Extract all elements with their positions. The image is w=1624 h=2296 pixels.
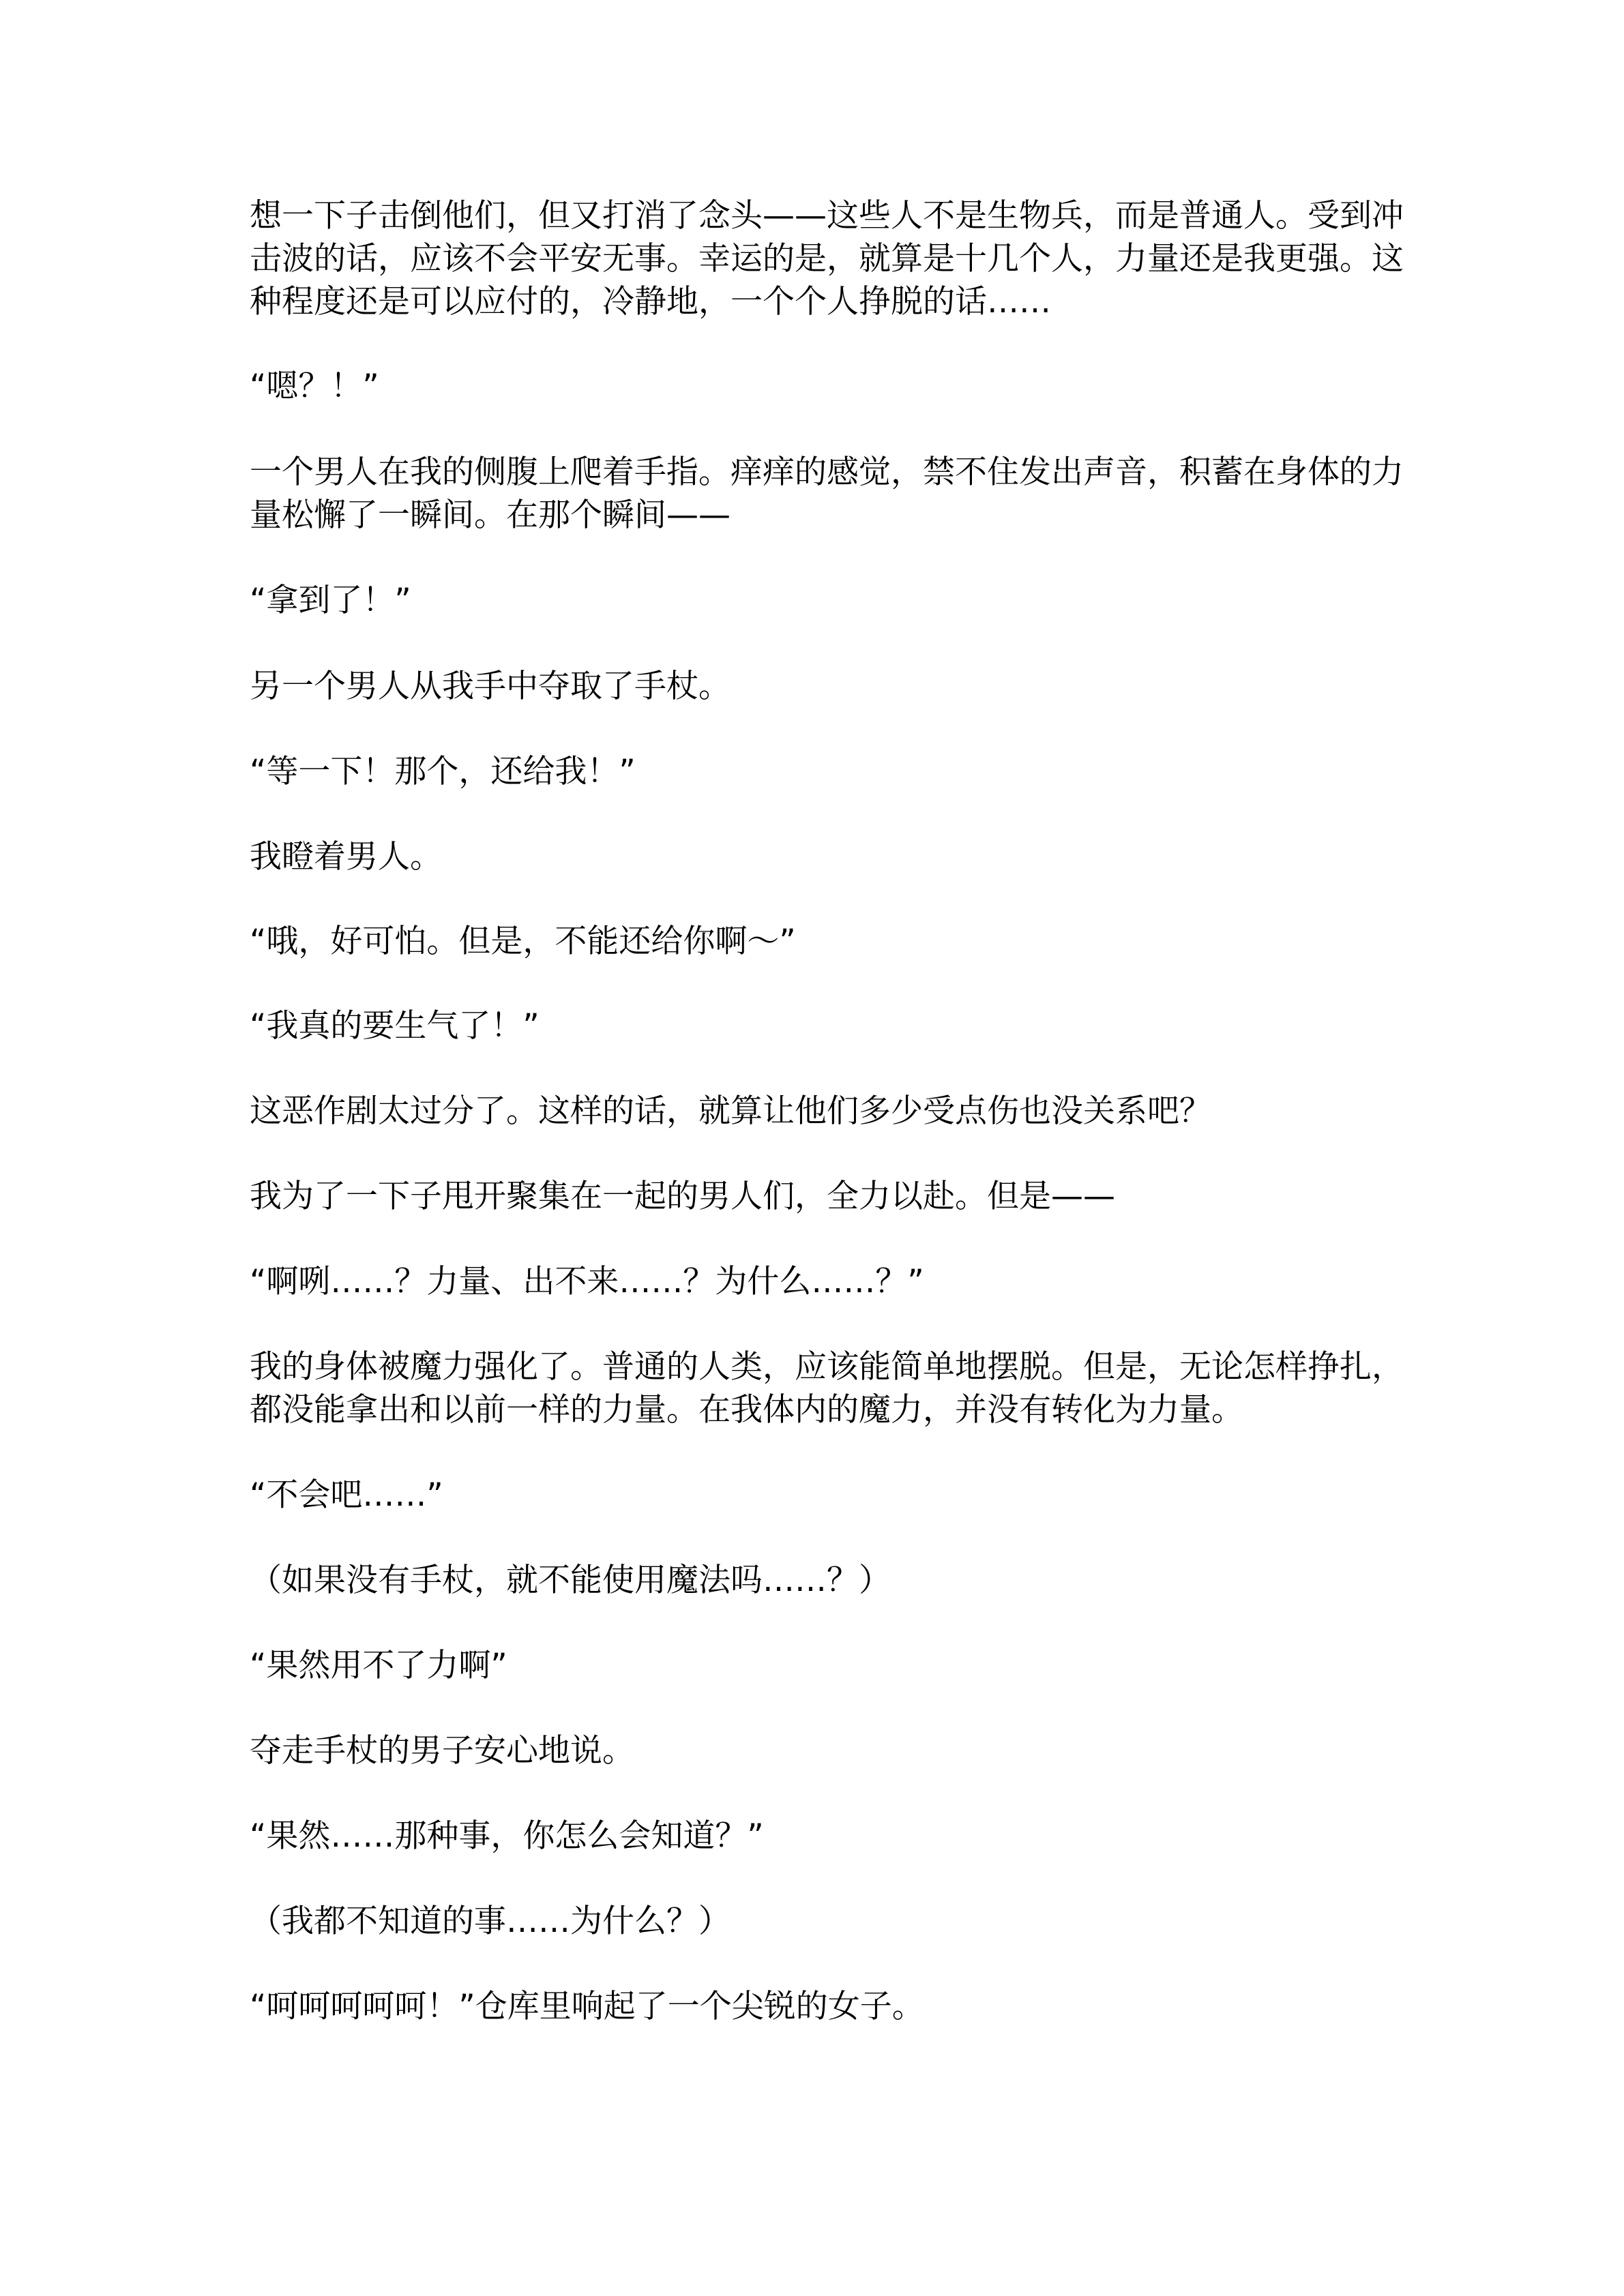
paragraph: 一个男人在我的侧腹上爬着手指。痒痒的感觉，禁不住发出声音，积蓄在身体的力量松懈了一瞬间。在那个瞬间—— <box>250 453 1404 534</box>
paragraph: 我的身体被魔力强化了。普通的人类，应该能简单地摆脱。但是，无论怎样挣扎，都没能拿出和以前一样的力量。在我体内的魔力，并没有转化为力量。 <box>250 1348 1404 1429</box>
paragraph: （我都不知道的事……为什么？） <box>250 1903 730 1940</box>
paragraph: “果然……那种事，你怎么会知道？” <box>250 1817 764 1855</box>
paragraph: “嗯？！” <box>250 368 379 405</box>
paragraph: 我为了一下子甩开聚集在一起的男人们，全力以赴。但是—— <box>250 1178 1115 1215</box>
paragraph: “等一下！那个，还给我！” <box>250 753 636 790</box>
paragraph: （如果没有手杖，就不能使用魔法吗……？） <box>250 1562 891 1599</box>
paragraph: 想一下子击倒他们，但又打消了念头——这些人不是生物兵，而是普通人。受到冲击波的话，应该不会平安无事。幸运的是，就算是十几个人，力量还是我更强。这种程度还是可以应付的，冷静地，一个个人挣脱的话…… <box>250 197 1404 320</box>
paragraph: “我真的要生气了！” <box>250 1007 540 1045</box>
paragraph: 这恶作剧太过分了。这样的话，就算让他们多少受点伤也没关系吧？ <box>250 1092 1211 1130</box>
paragraph: “拿到了！” <box>250 582 411 619</box>
paragraph: “果然用不了力啊” <box>250 1647 507 1684</box>
paragraph: “不会吧……” <box>250 1476 443 1514</box>
paragraph: 夺走手杖的男子安心地说。 <box>250 1732 634 1770</box>
paragraph: “啊咧……？力量、出不来……？为什么……？” <box>250 1263 924 1300</box>
paragraph: 我瞪着男人。 <box>250 838 442 876</box>
paragraph: 另一个男人从我手中夺取了手杖。 <box>250 668 730 705</box>
paragraph: “呵呵呵呵呵！”仓库里响起了一个尖锐的女子。 <box>250 1988 924 2025</box>
paragraph: “哦，好可怕。但是，不能还给你啊～” <box>250 923 796 960</box>
